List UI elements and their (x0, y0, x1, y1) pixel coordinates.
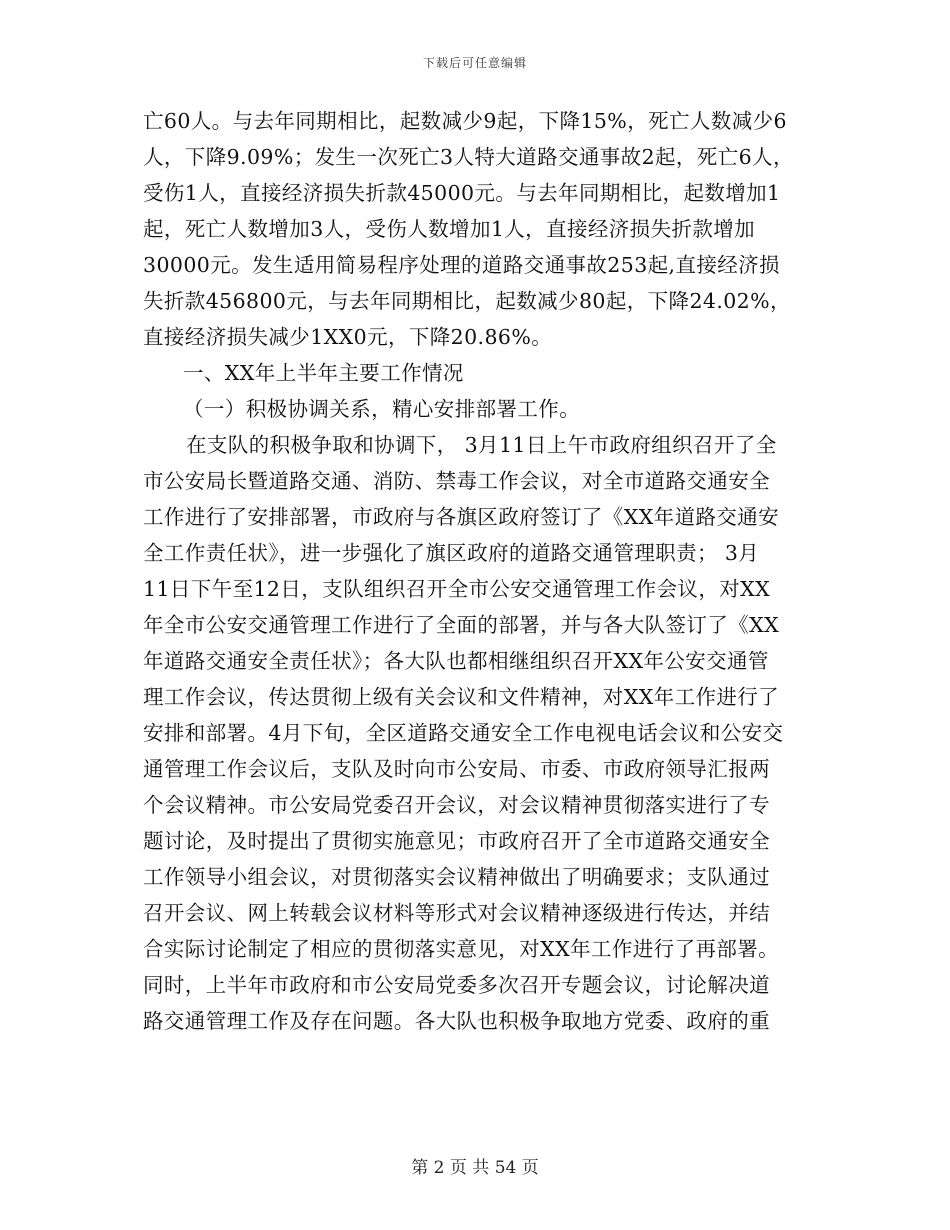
paragraph-line: 起，死亡人数增加3人，受伤人数增加1人，直接经济损失折款增加 (143, 217, 756, 241)
paragraph-line: 受伤1人，直接经济损失折款45000元。与去年同期相比，起数增加1 (143, 181, 781, 205)
paragraph-line: 召开会议、网上转载会议材料等形式对会议精神逐级进行传达，并结 (143, 901, 770, 925)
paragraph-line: 合实际讨论制定了相应的贯彻落实意见，对XX年工作进行了再部署。 (143, 937, 780, 961)
paragraph-line: 全工作责任状》，进一步强化了旗区政府的道路交通管理职责； 3月 (143, 541, 760, 565)
paragraph-line: 通管理工作会议后，支队及时向市公安局、市委、市政府领导汇报两 (143, 757, 770, 781)
paragraph-line: 工作进行了安排部署，市政府与各旗区政府签订了《XX年道路交通安 (143, 505, 780, 529)
paragraph-line: 题讨论，及时提出了贯彻实施意见；市政府召开了全市道路交通安全 (143, 829, 770, 853)
paragraph-line: 一、XX年上半年主要工作情况 (183, 361, 464, 385)
page-header: 下载后可任意编辑 (422, 56, 527, 70)
paragraph-line: 直接经济损失减少1XX0元，下降20.86%。 (143, 325, 553, 349)
paragraph-line: 路交通管理工作及存在问题。各大队也积极争取地方党委、政府的重 (143, 1009, 770, 1033)
paragraph-line: 失折款456800元，与去年同期相比，起数减少80起，下降24.02%， (143, 289, 791, 313)
paragraph-line: 同时，上半年市政府和市公安局党委多次召开专题会议，讨论解决道 (143, 973, 770, 997)
paragraph-line: 在支队的积极争取和协调下， 3月11日上午市政府组织召开了全 (186, 433, 777, 457)
paragraph-line: 亡60人。与去年同期相比，起数减少9起，下降15%，死亡人数减少6 (143, 109, 787, 133)
paragraph-line: 11日下午至12日，支队组织召开全市公安交通管理工作会议，对XX (143, 577, 771, 601)
paragraph-line: 人，下降9.09%；发生一次死亡3人特大道路交通事故2起，死亡6人， (143, 145, 794, 169)
paragraph-line: （一）积极协调关系，精心安排部署工作。 (183, 397, 581, 421)
page-number-footer: 第 2 页 共 54 页 (411, 1158, 539, 1178)
paragraph-line: 年全市公安交通管理工作进行了全面的部署，并与各大队签订了《XX (143, 613, 780, 637)
paragraph-line: 理工作会议，传达贯彻上级有关会议和文件精神，对XX年工作进行了 (143, 685, 780, 709)
paragraph-line: 安排和部署。4月下旬，全区道路交通安全工作电视电话会议和公安交 (143, 721, 784, 745)
paragraph-line: 个会议精神。市公安局党委召开会议，对会议精神贯彻落实进行了专 (143, 793, 770, 817)
paragraph-line: 工作领导小组会议，对贯彻落实会议精神做出了明确要求；支队通过 (143, 865, 770, 889)
paragraph-line: 市公安局长暨道路交通、消防、禁毒工作会议，对全市道路交通安全 (143, 469, 770, 493)
paragraph-line: 30000元。发生适用简易程序处理的道路交通事故253起,直接经济损 (143, 253, 780, 277)
paragraph-line: 年道路交通安全责任状》；各大队也都相继组织召开XX年公安交通管 (143, 649, 769, 673)
